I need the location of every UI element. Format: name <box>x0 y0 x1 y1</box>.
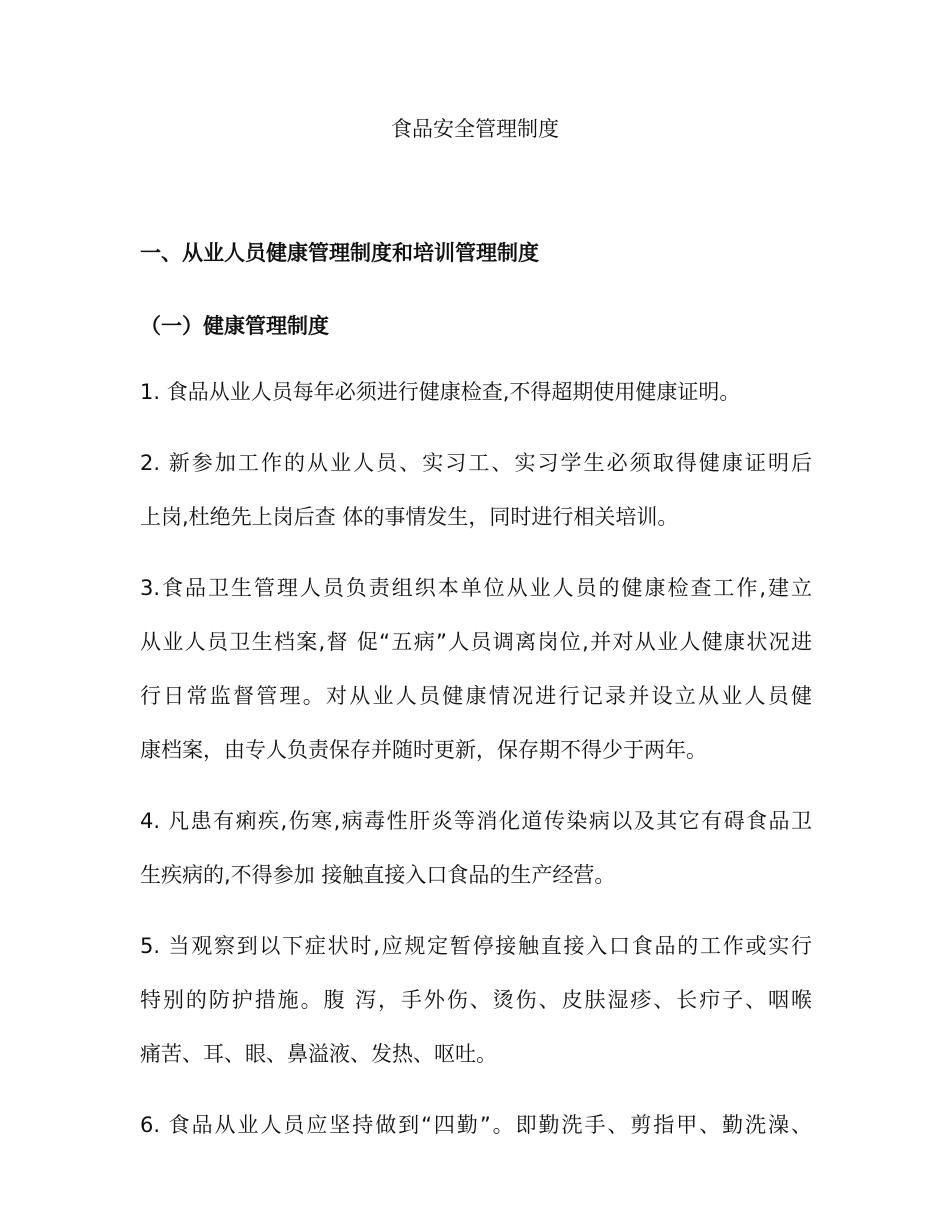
paragraph <box>140 794 812 902</box>
paragraph-line: 从业人员卫生档案,督 促“五病”人员调离岗位,并对从业人健康状况进 <box>140 630 812 654</box>
paragraph <box>140 919 812 1081</box>
paragraph <box>140 561 812 777</box>
subsection-heading: （一）健康管理制度 <box>140 314 329 338</box>
paragraph-line: 上岗,杜绝先上岗后查 体的事情发生，同时进行相关培训。 <box>140 505 679 529</box>
paragraph-line: 特别的防护措施。腹 泻，手外伤、烫伤、皮肤湿疹、长疖子、咽喉 <box>140 988 812 1012</box>
document-body <box>140 365 812 1152</box>
paragraph <box>140 365 812 419</box>
paragraph <box>140 436 812 544</box>
paragraph-line: 5. 当观察到以下症状时,应规定暂停接触直接入口食品的工作或实行 <box>140 934 812 958</box>
document-title: 食品安全管理制度 <box>391 117 559 141</box>
paragraph-line: 康档案，由专人负责保存并随时更新，保存期不得少于两年。 <box>140 738 707 762</box>
paragraph-line: 6. 食品从业人员应坚持做到“四勤”。即勤洗手、剪指甲、勤洗澡、 <box>140 1113 812 1137</box>
paragraph-line: 3.食品卫生管理人员负责组织本单位从业人员的健康检查工作,建立 <box>140 576 812 600</box>
section-heading: 一、从业人员健康管理制度和培训管理制度 <box>140 241 539 265</box>
paragraph-line: 2. 新参加工作的从业人员、实习工、实习学生必须取得健康证明后 <box>140 451 812 475</box>
paragraph-line: 生疾病的,不得参加 接触直接入口食品的生产经营。 <box>140 863 616 887</box>
paragraph-line: 行日常监督管理。对从业人员健康情况进行记录并设立从业人员健 <box>140 684 812 708</box>
paragraph-line: 痛苦、耳、眼、鼻溢液、发热、呕吐。 <box>140 1042 497 1066</box>
paragraph-line: 1. 食品从业人员每年必须进行健康检查,不得超期使用健康证明。 <box>140 380 741 404</box>
paragraph-line: 4. 凡患有痢疾,伤寒,病毒性肝炎等消化道传染病以及其它有碍食品卫 <box>140 809 812 833</box>
paragraph <box>140 1098 812 1152</box>
